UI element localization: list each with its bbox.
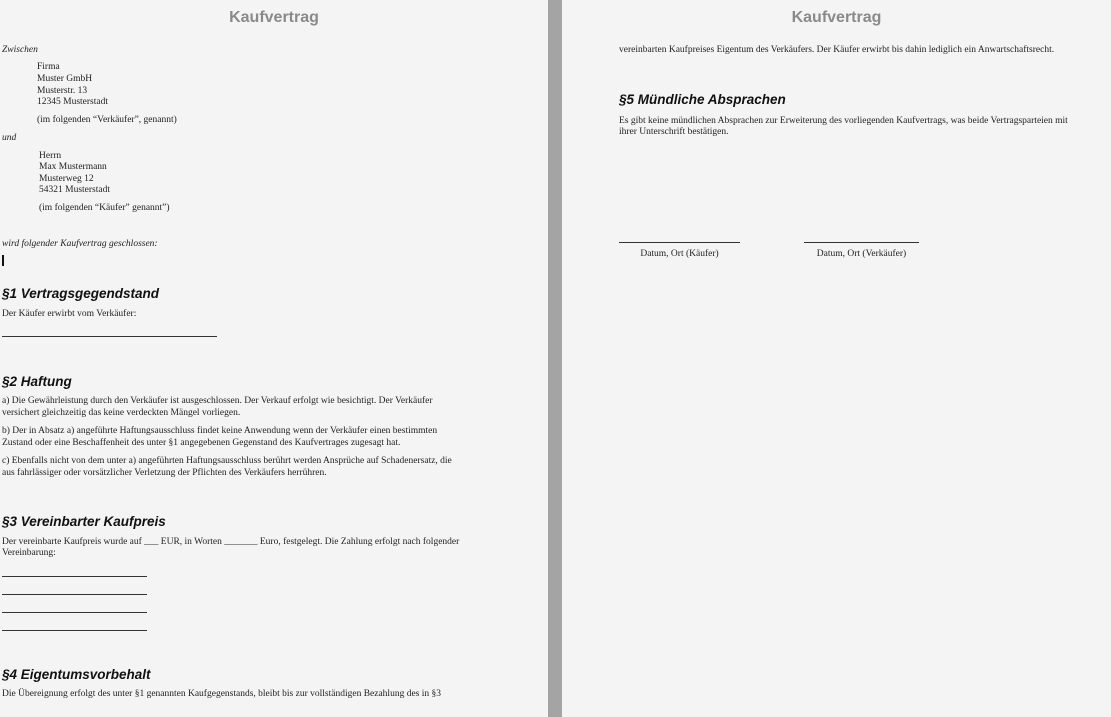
seller-line-2: Muster GmbH xyxy=(37,74,93,84)
page-title: Kaufvertrag xyxy=(229,9,319,26)
buyer-line-3: Musterweg 12 xyxy=(39,174,94,184)
section-2-a-line-2: versichert gleichzeitig das keine verdeckten Mängel vorliegen. xyxy=(2,408,241,418)
page-gap xyxy=(548,0,562,717)
seller-line-4: 12345 Musterstadt xyxy=(37,97,108,107)
zwischen-label: Zwischen xyxy=(2,45,38,55)
closing-sentence: wird folgender Kaufvertrag geschlossen: xyxy=(2,239,158,249)
section-4-heading: §4 Eigentumsvorbehalt xyxy=(2,667,151,682)
page-title: Kaufvertrag xyxy=(791,9,882,26)
seller-line-1: Firma xyxy=(37,62,60,72)
buyer-note: (im folgenden “Käufer” genannt”) xyxy=(39,203,170,213)
payment-blank-line xyxy=(2,630,147,631)
section-3-line-1: Der vereinbarte Kaufpreis wurde auf ___ EUR, in Worten _______ Euro, festgelegt. Die Zahlung erfolgt nach folgender xyxy=(2,537,460,547)
payment-blank-line xyxy=(2,576,147,577)
section-2-c-line-2: aus fahrlässiger oder vorsätzlicher Verletzung der Pflichten des Verkäufers herrühren. xyxy=(2,468,327,478)
text-cursor xyxy=(2,255,4,266)
section-3-line-2: Vereinbarung: xyxy=(2,548,56,558)
section-2-a-line-1: a) Die Gewährleistung durch den Verkäufer ist ausgeschlossen. Der Verkauf erfolgt wie besichtigt. Der Verkäufer xyxy=(2,396,433,406)
section-5-line-1: Es gibt keine mündlichen Absprachen zur Erweiterung des vorliegenden Kaufvertrags, was beide Vertragsparteien mit xyxy=(619,116,1068,126)
section-1-blank-line xyxy=(2,336,217,337)
payment-blank-line xyxy=(2,612,147,613)
section-2-b-line-2: Zustand oder eine Beschaffenheit des unter §1 angegebenen Gegenstand des Kaufvertrages zugesagt hat. xyxy=(2,438,401,448)
buyer-line-4: 54321 Musterstadt xyxy=(39,185,110,195)
seller-line-3: Musterstr. 13 xyxy=(37,86,88,96)
page-right xyxy=(562,0,1111,717)
signature-label-seller: Datum, Ort (Verkäufer) xyxy=(816,249,907,259)
section-3-heading: §3 Vereinbarter Kaufpreis xyxy=(2,514,166,529)
seller-note: (im folgenden “Verkäufer”, genannt) xyxy=(37,115,177,125)
payment-blank-line xyxy=(2,594,147,595)
section-5-line-2: ihrer Unterschrift bestätigen. xyxy=(619,127,729,137)
buyer-line-1: Herrn xyxy=(39,151,62,161)
section-4-line-1: Die Übereignung erfolgt des unter §1 genannten Kaufgegenstands, bleibt bis zur vollständigen Bezahlung des in §3 xyxy=(2,689,441,699)
section-2-c-line-1: c) Ebenfalls nicht von dem unter a) angeführten Haftungsausschluss berührt werden Ansprüche auf Schadenersatz, die xyxy=(2,456,452,466)
signature-line-buyer xyxy=(619,242,740,243)
section-2-b-line-1: b) Der in Absatz a) angeführte Haftungsausschluss findet keine Anwendung wenn der Verkäufer einen bestimmten xyxy=(2,426,438,436)
section-5-heading: §5 Mündliche Absprachen xyxy=(619,92,786,107)
section-1-text: Der Käufer erwirbt vom Verkäufer: xyxy=(2,309,137,319)
buyer-line-2: Max Mustermann xyxy=(39,162,107,172)
page-left xyxy=(0,0,548,717)
section-2-heading: §2 Haftung xyxy=(2,374,72,389)
signature-label-buyer: Datum, Ort (Käufer) xyxy=(640,249,719,259)
section-4-continuation: vereinbarten Kaufpreises Eigentum des Verkäufers. Der Käufer erwirbt bis dahin lediglich ein Anwartschaftsrecht. xyxy=(619,45,1055,55)
section-1-heading: §1 Vertragsgegendstand xyxy=(2,286,160,301)
signature-line-seller xyxy=(804,242,919,243)
und-label: und xyxy=(2,133,17,143)
